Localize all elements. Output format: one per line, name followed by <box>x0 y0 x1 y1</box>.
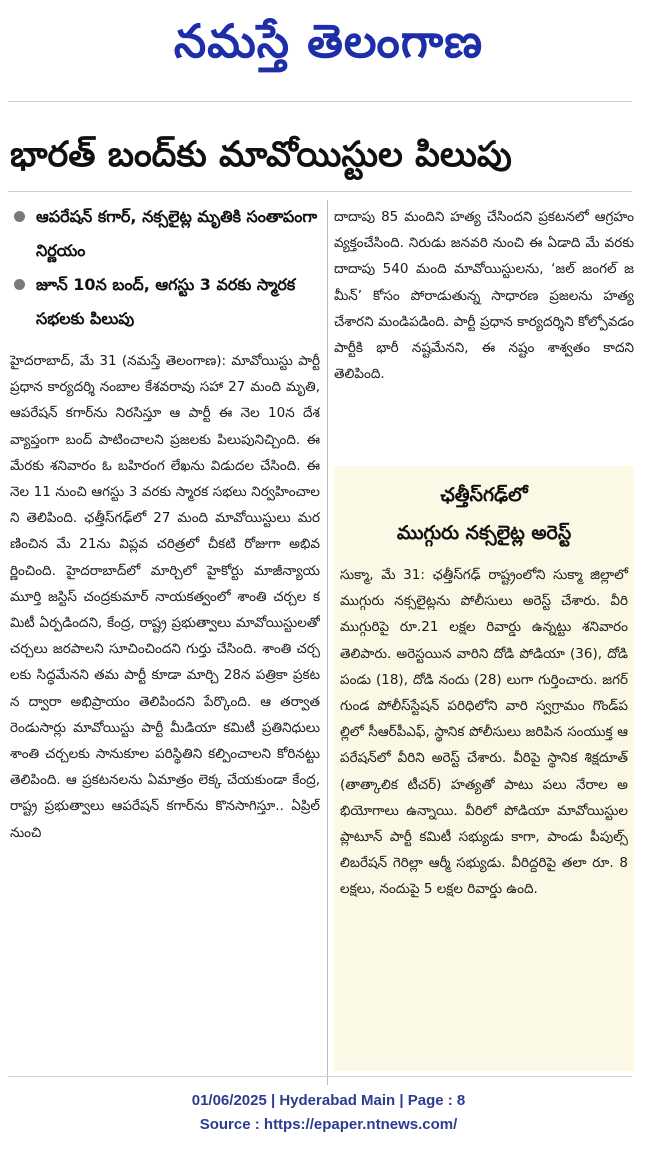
masthead-title: నమస్తే తెలంగాణ <box>173 14 484 68</box>
article-right-column <box>334 204 634 456</box>
footer-divider <box>8 1076 632 1077</box>
footer-source-link[interactable]: Source : https://epaper.ntnews.com/ <box>199 1116 458 1133</box>
bullet-dot-icon <box>14 211 25 222</box>
bullet-text: ఆపరేషన్ కగార్, నక్సలైట్ల మృతికి సంతాపంగా నిర్ణయం <box>36 207 318 260</box>
bullet-text: జూన్ 10న బంద్, ఆగస్టు 3 వరకు స్మారక సభలకు పిలుపు <box>36 275 296 328</box>
article-headline: భారత్ బంద్‌కు మావోయిస్టుల పిలుపు <box>10 135 512 175</box>
bullet-dot-icon <box>14 279 25 290</box>
highlight-bullet <box>10 268 320 336</box>
footer-edition-info: 01/06/2025 | Hyderabad Main | Page : 8 <box>191 1092 466 1109</box>
boxed-story-body: సుక్మా, మే 31: ఛత్తీస్‌గఢ్ రాష్ట్రంలోని సుక్మా జిల్లాలో ముగ్గురు నక్సలైట్లను పోలీసులు అరెస్ట్ చేశారు. వీరి ముగ్గురిపై రూ.21 లక్షల రివార్డు ఉన్నట్టు శనివారం తెలిపారు. అరెస్టయిన వారిని దోడి పోడియా (36), దోడి పండు (18), దోడి నందు (28) లుగా గుర్తించారు. జగర్ గుండ పోలీస్‌స్టేషన్ పరిధిలోని వారి స్వగ్రామం గొండ్‌పల్లిలో సీఆర్‌పీఎఫ్, స్థానిక పోలీసులు జరిపిన సంయుక్త ఆపరేషన్‌లో వీరిని అరెస్ట్ చేశారు. వీరిపై స్థానిక శిక్షదూత్ (తాత్కాలిక టీచర్) హత్యతో పాటు పలు నేరాల అభియోగాలు ఉన్నాయి. వీరిలో పోడియా మావోయిస్టుల ప్లాటూన్ పార్టీ కమిటీ సభ్యుడు కాగా, పాండు పీపుల్స్ లిబరేషన్ గెరిల్లా ఆర్మీ సభ్యుడు. వీరిద్దరిపై తలా రూ. 8 లక్షలు, నందుపై 5 లక్షల రివార్డు ఉంది. <box>340 567 628 898</box>
masthead <box>0 0 657 84</box>
boxed-story-headline-line1: ఛత్తీస్‌గఢ్‌లో <box>440 484 528 506</box>
column-divider <box>327 200 328 1085</box>
masthead-divider <box>8 101 632 102</box>
headline-divider <box>8 191 632 192</box>
boxed-story-headline <box>334 476 634 552</box>
article-body-left: హైదరాబాద్, మే 31 (నమస్తే తెలంగాణ): మావోయిస్టు పార్టీ ప్రధాన కార్యదర్శి నంబాల కేశవరావు సహా 27 మంది మృతి, ఆపరేషన్ కగార్‌ను నిరసిస్తూ ఆ పార్టీ ఈ నెల 10న దేశవ్యాప్తంగా బంద్ పాటించాలని ప్రజలకు పిలుపునిచ్చింది. ఈ మేరకు శనివారం ఓ బహిరంగ లేఖను విడుదల చేసింది. ఈ నెల 11 నుంచి ఆగస్టు 3 వరకు స్మారక సభలు నిర్వహించాలని తెలిపింది. ఛత్తీస్‌గఢ్‌లో 27 మంది మావోయిస్టులు మరణించిన మే 21ను విప్లవ చరిత్రలో చీకటి రోజుగా అభివర్ణించింది. హైదరాబాద్‌లో మార్చిలో హైకోర్టు మాజీన్యాయమూర్తి జస్టిస్ చంద్రకుమార్ నాయకత్వంలో శాంతి చర్చల కమిటీ ఏర్పడిందని, కేంద్ర, రాష్ట్ర ప్రభుత్వాలు మావోయిస్టులతో చర్చలు జరపాలని సూచించిందని గుర్తు చేసింది. శాంతి చర్చలకు సిద్ధమేనని తమ పార్టీ కూడా మార్చి 28న పత్రికా ప్రకటన ద్వారా అభిప్రాయం తెలిపిందని పేర్కొంది. ఆ తర్వాత రెండుసార్లు మావోయిస్టు పార్టీ మీడియా కమిటీ ప్రతినిధులు శాంతి చర్చలకు సానుకూల పరిస్థితిని కల్పించాలని కోరినట్టు తెలిపింది. ఆ ప్రకటనలను ఏమాత్రం లెక్క చేయకుండా కేంద్ర, రాష్ట్ర ప్రభుత్వాలు ఆపరేషన్ కగార్‌ను కొనసాగిస్తూ.. ఏప్రిల్ నుంచి <box>10 353 320 841</box>
article-body-right: దాదాపు 85 మందిని హత్య చేసిందని ప్రకటనలో ఆగ్రహం వ్యక్తంచేసింది. నిరుడు జనవరి నుంచి ఈ ఏడాది మే వరకు దాదాపు 540 మంది మావోయిస్టులను, ‘జల్ జంగల్ జమీన్’ కోసం పోరాడుతున్న సాధారణ ప్రజలను హత్య చేశారని మండిపడింది. పార్టీ ప్రధాన కార్యదర్శిని కోల్పోవడం పార్టీకి భారీ నష్టమేనని, ఈ నష్టం శాశ్వతం కాదని తెలిపింది. <box>334 209 634 383</box>
highlight-bullet <box>10 200 320 268</box>
article-left-column <box>10 200 320 1090</box>
boxed-story-headline-line2: ముగ్గురు నక్సలైట్ల అరెస్ట్ <box>396 522 572 544</box>
boxed-story <box>334 466 634 1071</box>
